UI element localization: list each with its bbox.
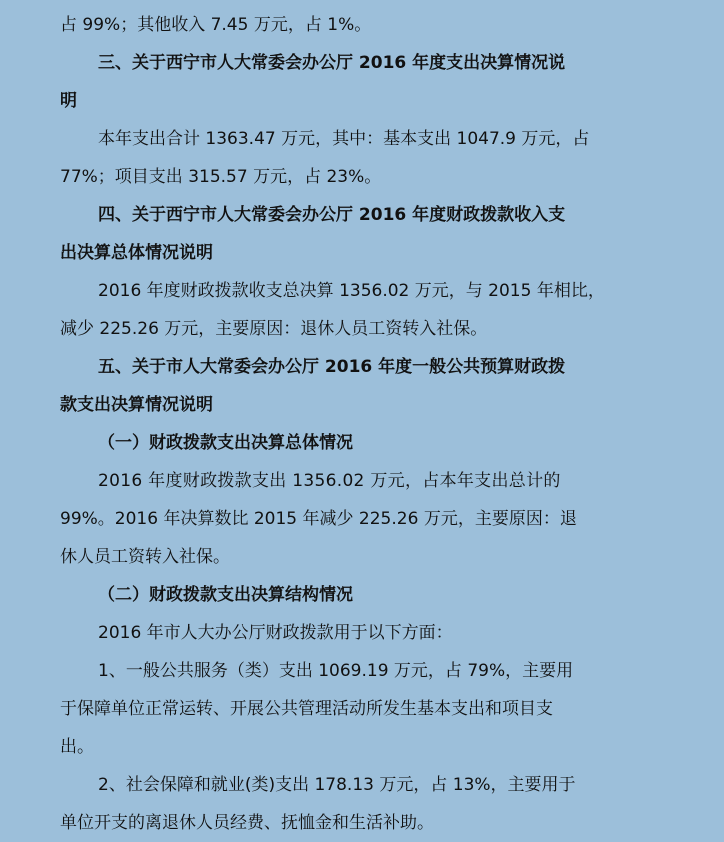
text-line: 2016 年度财政拨款收支总决算 1356.02 万元，与 2015 年相比， (98, 281, 605, 301)
text-line: 2016 年市人大办公厅财政拨款用于以下方面： (98, 623, 453, 643)
section-heading-line: 三、关于西宁市人大常委会办公厅 2016 年度支出决算情况说 (98, 53, 566, 73)
text-line: 占 99%；其他收入 7.45 万元，占 1%。 (60, 15, 372, 35)
subsection-heading-line: （一）财政拨款支出决算总体情况 (98, 433, 353, 453)
text-line: 本年支出合计 1363.47 万元，其中：基本支出 1047.9 万元，占 (98, 129, 590, 149)
text-line: 2016 年度财政拨款支出 1356.02 万元，占本年支出总计的 (98, 471, 561, 491)
section-heading-line: 明 (60, 91, 77, 111)
section-heading-line: 五、关于市人大常委会办公厅 2016 年度一般公共预算财政拨 (98, 357, 566, 377)
section-heading-line: 四、关于西宁市人大常委会办公厅 2016 年度财政拨款收入支 (98, 205, 566, 225)
section-heading-line: 出决算总体情况说明 (60, 243, 213, 263)
text-line: 77%；项目支出 315.57 万元，占 23%。 (60, 167, 382, 187)
text-line: 99%。2016 年决算数比 2015 年减少 225.26 万元，主要原因：退 (60, 509, 577, 529)
text-line: 于保障单位正常运转、开展公共管理活动所发生基本支出和项目支 (60, 699, 553, 719)
text-line: 出。 (60, 737, 94, 757)
section-heading-line: 款支出决算情况说明 (60, 395, 213, 415)
subsection-heading-line: （二）财政拨款支出决算结构情况 (98, 585, 353, 605)
text-line: 1、一般公共服务（类）支出 1069.19 万元，占 79%，主要用 (98, 661, 574, 681)
text-line: 2、社会保障和就业(类)支出 178.13 万元，占 13%，主要用于 (98, 775, 576, 795)
text-line: 减少 225.26 万元，主要原因：退休人员工资转入社保。 (60, 319, 488, 339)
text-line: 休人员工资转入社保。 (60, 547, 230, 567)
text-line: 单位开支的离退休人员经费、抚恤金和生活补助。 (60, 813, 434, 833)
